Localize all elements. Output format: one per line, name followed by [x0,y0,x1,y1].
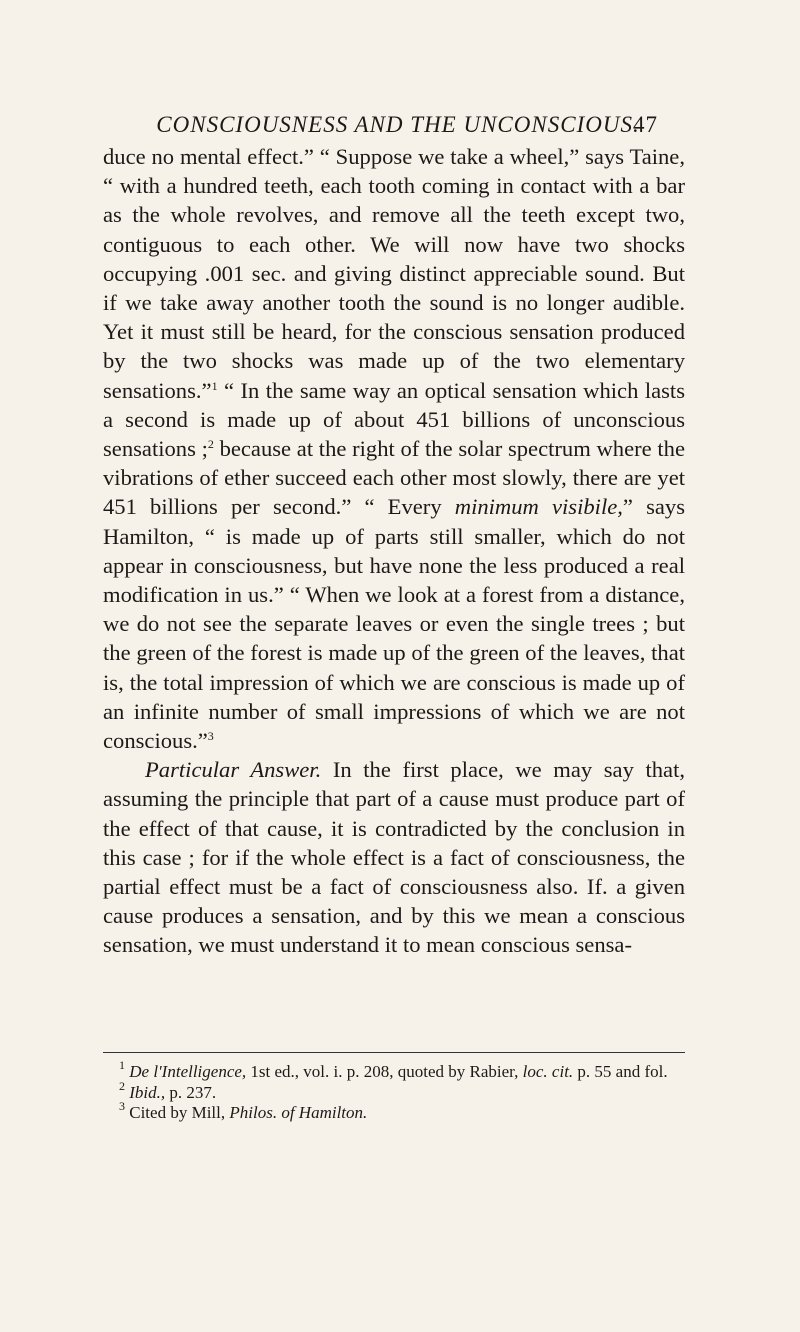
footnote-2-tail: p. 237. [165,1082,217,1102]
p2-italic-lead: Particular Answer. [145,757,322,783]
footnote-2 [103,1078,685,1104]
footnote-1-tail: p. 55 and fol. [573,1062,668,1081]
running-title: CONSCIOUSNESS AND THE UNCONSCIOUS. [156,112,640,137]
footnote-2-italic: Ibid., [129,1082,166,1102]
footnote-1-italic-loc: loc. cit. [522,1062,574,1081]
footnote-3-pre: Cited by Mill, [125,1103,230,1122]
footnote-1 [103,1058,685,1083]
footnote-3 [103,1099,685,1124]
footnote-3-number: 3 [119,1099,125,1113]
p1-text-b: “ In the same way an optical sensation which lasts a second is made up of about 451 billions of unconscious sensations ; [103,377,685,462]
footnote-1-number: 1 [119,1058,125,1072]
footnote-ref-2: 2 [207,437,214,452]
paragraph-1 [103,142,685,755]
p1-text-a: duce no mental effect.” “ Suppose we take a wheel,” says Taine, “ with a hundred teeth, each tooth coming in contact with a bar as the whole revolves, and remove all the teeth except two, contiguous to each other. We will now have two shocks occupying .001 sec. and giving distinct appreciable sound. But if we take away another tooth the sound is no longer audible. Yet it must still be heard, for the conscious sensation produced by the two shocks was made up of the two elementary sensations.” [103,144,685,403]
footnote-rule [103,1052,685,1053]
footnotes [103,1058,685,1124]
page-number: 47 [633,112,658,137]
footnote-3-italic: Philos. of Hamilton. [229,1103,368,1122]
footnote-1-italic-title: De l'Intelligence, [129,1062,247,1081]
body-text [103,142,685,960]
p1-italic-minimum-visibile: minimum visibile, [454,494,623,520]
footnote-ref-3: 3 [207,729,214,744]
p2-text: In the first place, we may say that, assuming the principle that part of a cause must produce part of the effect of that cause, it is contradicted by the conclusion in this case ; for if the whole effect is a fact of consciousness, the partial effect must be a fact of consciousness also. If. a given cause produces a sensation, and by this we mean a conscious sensation, we must understand it to mean conscious sensa- [103,757,685,958]
footnote-2-number: 2 [119,1078,125,1093]
p1-text-d: ” says Hamilton, “ is made up of parts still smaller, which do not appear in consciousness, but have none the less produced a real modification in us.” “ When we look at a forest from a distance, we do not see the separate leaves or even the single trees ; but the green of the forest is made up of the green of the leaves, that is, the total impression of which we are conscious is made up of an infinite number of small impressions of which we are not conscious.” [103,494,685,754]
paragraph-2 [103,755,685,959]
footnote-1-mid: 1st ed., vol. i. p. 208, quoted by Rabier, [246,1062,523,1081]
p1-text-c: because at the right of the solar spectrum where the vibrations of ether succeed each other most slowly, there are yet 451 billions per second.” “ Every [103,436,685,520]
footnote-ref-1: 1 [211,378,218,393]
